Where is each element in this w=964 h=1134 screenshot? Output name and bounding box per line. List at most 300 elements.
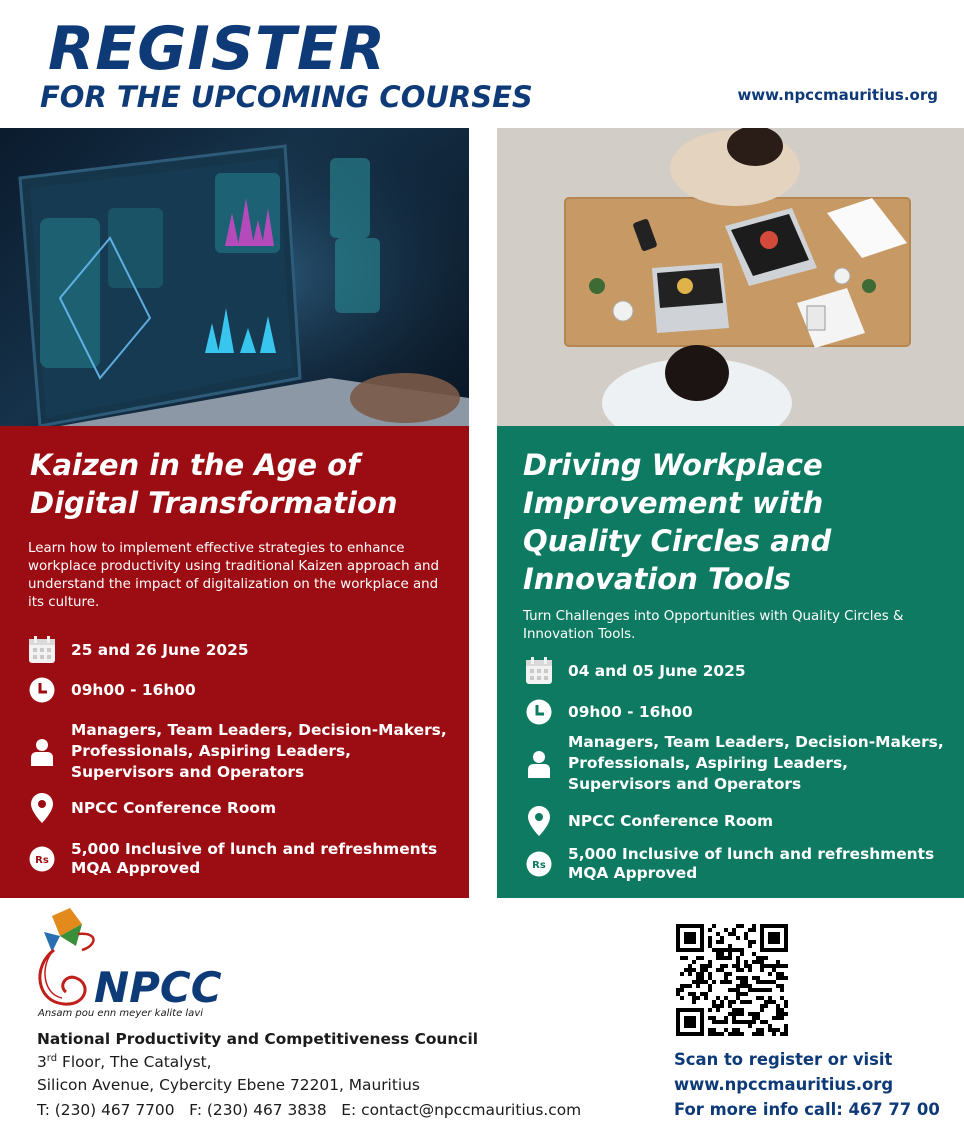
course-venue: NPCC Conference Room xyxy=(71,798,277,817)
course-title-line: Digital Transformation xyxy=(30,486,398,520)
qr-module xyxy=(732,928,736,932)
qr-module xyxy=(688,992,692,996)
qr-module xyxy=(684,984,688,988)
qr-module xyxy=(696,976,700,980)
qr-module xyxy=(744,980,748,984)
logo-tagline: Ansam pou enn meyer kalite lavi xyxy=(38,1008,204,1019)
person-icon xyxy=(525,750,553,778)
qr-module xyxy=(752,1032,756,1036)
qr-module xyxy=(720,948,724,952)
qr-module xyxy=(736,936,740,940)
qr-module xyxy=(728,948,732,952)
qr-module xyxy=(712,948,716,952)
course-audience: Managers, Team Leaders, Decision-Makers, Professionals, Aspiring Leaders, Supervisors and Operators xyxy=(71,721,447,781)
qr-module xyxy=(748,968,752,972)
qr-module xyxy=(736,1032,740,1036)
qr-module xyxy=(720,1032,724,1036)
course-date: 04 and 05 June 2025 xyxy=(568,661,746,680)
qr-module xyxy=(756,960,760,964)
location-pin-icon xyxy=(525,807,553,835)
qr-module xyxy=(696,956,700,960)
course-photo-meeting xyxy=(497,128,964,426)
qr-module xyxy=(728,952,732,956)
course-description: Learn how to implement effective strategies to enhance workplace productivity using traditional Kaizen approach and understand the impact of digitalization on the workplace and its culture. xyxy=(28,541,440,610)
qr-module xyxy=(752,988,756,992)
course-audience-row xyxy=(28,720,458,783)
qr-module xyxy=(768,1024,772,1028)
qr-module xyxy=(708,976,712,980)
qr-module xyxy=(784,1024,788,1028)
qr-module xyxy=(732,988,736,992)
qr-module xyxy=(680,996,684,1000)
qr-module xyxy=(764,956,768,960)
qr-module xyxy=(688,964,692,968)
qr-module xyxy=(776,1008,780,1012)
qr-module xyxy=(744,964,748,968)
qr-module xyxy=(768,996,772,1000)
qr-module xyxy=(696,972,700,976)
qr-module xyxy=(696,996,700,1000)
qr-module xyxy=(732,1008,736,1012)
qr-module xyxy=(752,960,756,964)
qr-module xyxy=(772,1000,776,1004)
qr-module xyxy=(736,956,740,960)
qr-module xyxy=(784,1004,788,1008)
qr-module xyxy=(692,996,696,1000)
qr-module xyxy=(712,980,716,984)
qr-module xyxy=(740,984,744,988)
qr-module xyxy=(712,1020,716,1024)
qr-module xyxy=(708,1028,712,1032)
qr-module xyxy=(776,976,780,980)
qr-module xyxy=(728,972,732,976)
rupee-icon-label: Rs xyxy=(35,855,49,866)
qr-module xyxy=(728,988,732,992)
qr-module xyxy=(784,1028,788,1032)
qr-module xyxy=(724,980,728,984)
qr-module xyxy=(688,984,692,988)
scan-instruction: Scan to register or visit xyxy=(674,1050,893,1069)
qr-module xyxy=(728,956,732,960)
qr-module xyxy=(724,956,728,960)
qr-module xyxy=(708,972,712,976)
qr-module xyxy=(728,1000,732,1004)
qr-module xyxy=(776,964,780,968)
qr-module xyxy=(724,1020,728,1024)
qr-module xyxy=(768,988,772,992)
qr-module xyxy=(732,932,736,936)
qr-module xyxy=(780,1008,784,1012)
qr-module xyxy=(748,984,752,988)
org-name: National Productivity and Competitiveness Council xyxy=(37,1030,479,1048)
qr-module xyxy=(736,984,740,988)
qr-module xyxy=(724,928,728,932)
course-venue-row xyxy=(28,794,276,822)
course-venue: NPCC Conference Room xyxy=(568,811,774,830)
qr-module xyxy=(720,1004,724,1008)
qr-module xyxy=(744,1000,748,1004)
qr-module xyxy=(780,972,784,976)
qr-module xyxy=(756,1032,760,1036)
qr-module xyxy=(784,964,788,968)
qr-module xyxy=(760,960,764,964)
qr-module xyxy=(716,1008,720,1012)
qr-module xyxy=(720,968,724,972)
qr-module xyxy=(716,968,720,972)
qr-module xyxy=(720,956,724,960)
qr-module xyxy=(724,964,728,968)
course-time: 09h00 - 16h00 xyxy=(568,702,693,721)
qr-module xyxy=(760,980,764,984)
footer-website-link[interactable]: www.npccmauritius.org xyxy=(674,1075,894,1094)
qr-module xyxy=(784,1000,788,1004)
qr-module xyxy=(760,1004,764,1008)
qr-module xyxy=(716,948,720,952)
qr-module xyxy=(744,976,748,980)
qr-module xyxy=(708,940,712,944)
course-card-quality-circles xyxy=(497,426,964,898)
qr-module xyxy=(720,980,724,984)
qr-module xyxy=(764,964,768,968)
qr-module xyxy=(776,972,780,976)
qr-module xyxy=(764,1000,768,1004)
qr-module xyxy=(736,948,740,952)
qr-module xyxy=(732,1000,736,1004)
rupee-icon xyxy=(525,850,553,878)
qr-module xyxy=(780,964,784,968)
qr-module xyxy=(676,988,680,992)
qr-module xyxy=(688,972,692,976)
qr-module xyxy=(724,996,728,1000)
page-title: REGISTER xyxy=(48,14,387,84)
course-title-line: Kaizen in the Age of xyxy=(30,448,360,482)
qr-module xyxy=(720,1020,724,1024)
qr-module xyxy=(752,1012,756,1016)
header-website-link[interactable]: www.npccmauritius.org xyxy=(737,86,938,104)
qr-module xyxy=(760,996,764,1000)
qr-module xyxy=(760,964,764,968)
qr-module xyxy=(740,1020,744,1024)
course-title-line: Quality Circles and xyxy=(523,524,832,558)
qr-module xyxy=(772,980,776,984)
qr-module xyxy=(728,1004,732,1008)
qr-module xyxy=(740,1008,744,1012)
qr-module xyxy=(680,988,684,992)
qr-module xyxy=(740,948,744,952)
qr-module xyxy=(724,948,728,952)
qr-module xyxy=(764,1020,768,1024)
qr-module xyxy=(732,948,736,952)
qr-module xyxy=(764,1004,768,1008)
course-fee: 5,000 Inclusive of lunch and refreshments xyxy=(71,840,438,858)
qr-module xyxy=(708,928,712,932)
location-pin-icon xyxy=(28,794,56,822)
course-fee-row xyxy=(28,840,458,878)
qr-module xyxy=(776,1004,780,1008)
qr-module xyxy=(772,1028,776,1032)
qr-module xyxy=(756,1028,760,1032)
qr-module xyxy=(704,980,708,984)
qr-module xyxy=(728,932,732,936)
course-fee-row xyxy=(525,845,955,883)
qr-module xyxy=(716,1004,720,1008)
qr-module xyxy=(752,952,756,956)
course-time-row xyxy=(525,698,693,726)
qr-module xyxy=(708,988,712,992)
course-audience-row xyxy=(525,732,955,795)
course-approval: MQA Approved xyxy=(568,864,698,882)
qr-module xyxy=(708,964,712,968)
qr-module xyxy=(752,976,756,980)
qr-module xyxy=(744,1020,748,1024)
qr-module xyxy=(748,988,752,992)
qr-module xyxy=(748,944,752,948)
qr-module xyxy=(692,1000,696,1004)
qr-module xyxy=(748,964,752,968)
qr-module xyxy=(748,928,752,932)
calendar-icon xyxy=(28,636,56,664)
qr-module xyxy=(744,960,748,964)
qr-module xyxy=(760,1032,764,1036)
qr-module xyxy=(724,972,728,976)
qr-module xyxy=(784,976,788,980)
qr-module xyxy=(756,956,760,960)
qr-module xyxy=(684,956,688,960)
course-time: 09h00 - 16h00 xyxy=(71,680,196,699)
qr-module xyxy=(736,976,740,980)
contact-line: T: (230) 467 7700 F: (230) 467 3838 E: contact@npccmauritius.com xyxy=(37,1101,582,1119)
qr-module xyxy=(692,960,696,964)
qr-module xyxy=(732,1028,736,1032)
qr-module xyxy=(768,980,772,984)
info-phone: For more info call: 467 77 00 xyxy=(674,1100,940,1119)
qr-module xyxy=(776,1012,780,1016)
qr-module xyxy=(700,964,704,968)
qr-module xyxy=(712,1004,716,1008)
qr-module xyxy=(680,956,684,960)
qr-module xyxy=(776,984,780,988)
registration-qr-code[interactable] xyxy=(676,924,788,1036)
qr-module xyxy=(716,932,720,936)
qr-module xyxy=(716,956,720,960)
qr-module xyxy=(740,924,744,928)
qr-module xyxy=(780,1032,784,1036)
qr-module xyxy=(696,984,700,988)
qr-module xyxy=(732,1016,736,1020)
qr-module xyxy=(696,980,700,984)
qr-module xyxy=(752,924,756,928)
qr-module xyxy=(708,936,712,940)
qr-module xyxy=(744,932,748,936)
qr-module xyxy=(692,980,696,984)
course-date: 25 and 26 June 2025 xyxy=(71,640,249,659)
qr-module xyxy=(680,984,684,988)
qr-module xyxy=(728,944,732,948)
qr-module xyxy=(784,1032,788,1036)
course-title-line: Improvement with xyxy=(523,486,824,520)
qr-module xyxy=(708,984,712,988)
qr-module xyxy=(756,1012,760,1016)
qr-module xyxy=(752,928,756,932)
qr-module xyxy=(716,1032,720,1036)
qr-module xyxy=(752,1020,756,1024)
qr-module xyxy=(740,1012,744,1016)
qr-module xyxy=(716,940,720,944)
qr-module xyxy=(744,984,748,988)
npcc-logo xyxy=(30,906,240,1021)
qr-module xyxy=(700,972,704,976)
qr-module xyxy=(740,992,744,996)
qr-module xyxy=(736,1012,740,1016)
qr-module xyxy=(720,940,724,944)
qr-module xyxy=(704,968,708,972)
clock-icon xyxy=(28,676,56,704)
qr-module xyxy=(740,980,744,984)
qr-module xyxy=(704,992,708,996)
qr-module xyxy=(780,984,784,988)
qr-module xyxy=(772,964,776,968)
qr-module xyxy=(784,1012,788,1016)
course-title-line: Innovation Tools xyxy=(523,562,792,596)
qr-module xyxy=(772,1016,776,1020)
qr-module xyxy=(712,1028,716,1032)
npcc-logo-text: NPCC xyxy=(94,963,222,1011)
qr-module xyxy=(768,1000,772,1004)
qr-module xyxy=(720,964,724,968)
qr-module xyxy=(724,976,728,980)
qr-module xyxy=(740,976,744,980)
qr-module xyxy=(732,1012,736,1016)
course-approval: MQA Approved xyxy=(71,859,201,877)
qr-module xyxy=(700,976,704,980)
qr-module xyxy=(760,968,764,972)
qr-module xyxy=(756,980,760,984)
qr-module xyxy=(756,988,760,992)
qr-module xyxy=(780,1012,784,1016)
qr-module xyxy=(748,1000,752,1004)
qr-module xyxy=(748,940,752,944)
qr-module xyxy=(780,996,784,1000)
qr-module xyxy=(744,936,748,940)
course-time-row xyxy=(28,676,196,704)
qr-module xyxy=(720,936,724,940)
qr-module xyxy=(712,924,716,928)
qr-module xyxy=(752,940,756,944)
course-fee: 5,000 Inclusive of lunch and refreshments xyxy=(568,845,935,863)
qr-module xyxy=(740,952,744,956)
qr-module xyxy=(760,956,764,960)
course-card-kaizen xyxy=(0,426,469,898)
qr-module xyxy=(708,1008,712,1012)
qr-module xyxy=(776,1016,780,1020)
qr-module xyxy=(760,1028,764,1032)
qr-module xyxy=(700,968,704,972)
qr-module xyxy=(676,992,680,996)
qr-module xyxy=(740,1032,744,1036)
qr-module xyxy=(716,1020,720,1024)
qr-module xyxy=(704,996,708,1000)
qr-module xyxy=(736,960,740,964)
address-floor-number: 3 xyxy=(37,1053,47,1072)
course-date-row xyxy=(525,657,746,685)
qr-module xyxy=(736,996,740,1000)
qr-module xyxy=(780,976,784,980)
qr-module xyxy=(776,960,780,964)
qr-module xyxy=(724,1016,728,1020)
qr-module xyxy=(748,1012,752,1016)
qr-module xyxy=(736,964,740,968)
qr-module xyxy=(772,968,776,972)
qr-module xyxy=(756,996,760,1000)
qr-module xyxy=(732,964,736,968)
qr-module xyxy=(732,1020,736,1024)
qr-module xyxy=(740,1000,744,1004)
qr-module xyxy=(740,968,744,972)
qr-module xyxy=(764,980,768,984)
qr-module xyxy=(748,1024,752,1028)
qr-module xyxy=(688,968,692,972)
qr-module xyxy=(728,1012,732,1016)
qr-module xyxy=(752,1016,756,1020)
qr-module xyxy=(712,1032,716,1036)
qr-module xyxy=(736,988,740,992)
person-icon xyxy=(28,738,56,766)
qr-module xyxy=(716,996,720,1000)
qr-module xyxy=(760,1008,764,1012)
qr-module xyxy=(780,1016,784,1020)
qr-module xyxy=(692,992,696,996)
address-line-1 xyxy=(37,1053,212,1071)
qr-module xyxy=(724,1028,728,1032)
rupee-icon xyxy=(28,845,56,873)
clock-icon xyxy=(525,698,553,726)
qr-module xyxy=(704,964,708,968)
qr-module xyxy=(712,1000,716,1004)
qr-module xyxy=(708,960,712,964)
qr-module xyxy=(708,944,712,948)
qr-module xyxy=(736,924,740,928)
qr-module xyxy=(736,1028,740,1032)
rupee-icon-label: Rs xyxy=(532,860,546,871)
course-venue-row xyxy=(525,807,773,835)
qr-module xyxy=(736,968,740,972)
qr-module xyxy=(700,992,704,996)
qr-module xyxy=(756,976,760,980)
qr-module xyxy=(720,1000,724,1004)
qr-module xyxy=(764,988,768,992)
qr-module xyxy=(684,968,688,972)
qr-module xyxy=(700,956,704,960)
qr-module xyxy=(720,952,724,956)
qr-module xyxy=(736,1020,740,1024)
qr-module xyxy=(736,992,740,996)
qr-module xyxy=(712,1016,716,1020)
qr-module xyxy=(768,972,772,976)
qr-module xyxy=(708,1016,712,1020)
course-date-row xyxy=(28,636,249,664)
address-line-1-rest: Floor, The Catalyst, xyxy=(57,1053,212,1072)
qr-module xyxy=(772,1032,776,1036)
course-description: Turn Challenges into Opportunities with Quality Circles & Innovation Tools. xyxy=(523,609,904,642)
qr-module xyxy=(728,1032,732,1036)
course-title-line: Driving Workplace xyxy=(523,448,823,482)
qr-module xyxy=(700,980,704,984)
qr-module xyxy=(744,992,748,996)
qr-module xyxy=(768,964,772,968)
address-line-2: Silicon Avenue, Cybercity Ebene 72201, Mauritius xyxy=(37,1076,420,1094)
calendar-icon xyxy=(525,657,553,685)
qr-module xyxy=(708,1032,712,1036)
